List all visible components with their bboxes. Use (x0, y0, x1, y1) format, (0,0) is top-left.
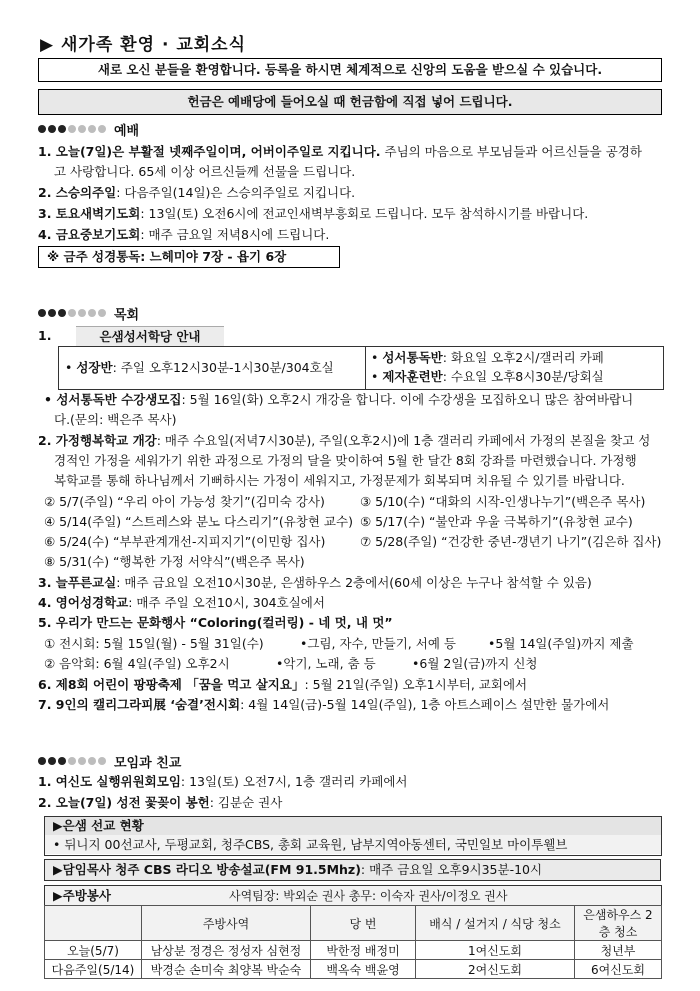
welcome-banner (38, 58, 662, 82)
school-classes-box (58, 346, 664, 390)
item-text: : 매주 수요일(저녁7시30분), 주일(오후2시)에 1층 갤러리 카페에서 가정의 본질을 찾고 성 (156, 433, 651, 448)
table-cell: 6여신도회 (575, 960, 662, 979)
class-label: 제자훈련반 (382, 369, 443, 384)
item-label: 7. 9인의 캘리그라피展 ‘숨결’전시회 (38, 697, 241, 712)
table-cell: 박경순 손미숙 최양복 박순숙 (142, 960, 311, 979)
class-text: : 화요일 오후2시/갤러리 카페 (442, 350, 604, 365)
session-5: ⑤ 5/17(수) “불안과 우울 극복하기”(유창현 교수) (360, 514, 633, 529)
fellowship-item-1 (38, 772, 408, 792)
table-row (45, 960, 662, 979)
table-cell: 다음주일(5/14) (45, 960, 142, 979)
fellowship-item-2 (38, 793, 282, 813)
bible-reading-box (38, 246, 340, 268)
table-cell: 오늘(5/7) (45, 941, 142, 960)
exhibit-kinds: •그림, 자수, 만들기, 서예 등 (300, 636, 456, 651)
mokhoe-item-5: 5. 우리가 만드는 문화행사 “Coloring(컬러링) - 네 멋, 내 멋” (38, 615, 393, 630)
mission-list: • 뒤니지 00선교사, 두평교회, 청주CBS, 총회 교육원, 남부지역아동센터, 국민일보 마이투웰브 (45, 835, 661, 854)
mokhoe-item-3 (38, 573, 592, 593)
worship-item-3 (38, 204, 588, 224)
concert-line: ② 음악회: 6월 4일(주일) 오후2시 (44, 656, 230, 671)
item-text: 주님의 마음으로 부모님들과 어르신들을 공경하 (380, 144, 642, 159)
session-3: ③ 5/10(수) “대화의 시작-인생나누기”(백은주 목사) (360, 494, 646, 509)
radio-label: ▶담임목사 청주 CBS 라디오 방송설교(FM 91.5Mhz) (53, 862, 361, 877)
table-cell: 박한정 배정미 (311, 941, 416, 960)
welcome-text: 새로 오신 분들을 환영합니다. 등록을 하시면 체계적으로 신앙의 도움을 받으실 수 있습니다. (97, 62, 603, 77)
table-cell: 남상분 정경은 정성자 심현정 (142, 941, 311, 960)
radio-text: : 매주 금요일 오후9시35분-10시 (360, 862, 543, 877)
item-text: : 매주 금요일 저녁8시에 드립니다. (140, 227, 330, 242)
item-text: : 4월 14일(금)-5월 14일(주일), 1층 아트스페이스 설만한 물가에서 (240, 697, 610, 712)
mission-box (44, 816, 662, 856)
mokhoe-item-1-number: 1. (38, 328, 52, 343)
service-staff: 사역팀장: 박외순 권사 총무: 이숙자 권사/이정오 권사 (229, 889, 508, 903)
exhibit-line: ① 전시회: 5월 15일(월) - 5월 31일(수) (44, 636, 264, 651)
table-header-cell: 배식 / 설거지 / 식당 청소 (416, 906, 575, 941)
item-text: : 13일(토) 오전7시, 1층 갤러리 카페에서 (180, 774, 408, 789)
service-title: ▶주방봉사 (53, 888, 111, 903)
worship-item-4 (38, 225, 329, 245)
dots-icon (38, 122, 108, 137)
item-label: 2. 가정행복학교 개강 (38, 433, 157, 448)
session-4: ④ 5/14(주일) “스트레스와 분노 다스리기”(유창현 교수) (44, 514, 353, 529)
concert-deadline: •6월 2일(금)까지 신청 (412, 656, 538, 671)
item-text: : 매주 금요일 오전10시30분, 은샘하우스 2층에서(60세 이상은 누구나 참석할 수 있음) (116, 575, 592, 590)
recruit-line (44, 390, 633, 410)
table-cell: 백옥숙 백윤영 (311, 960, 416, 979)
item-label: 4. 영어성경학교 (38, 595, 129, 610)
offering-banner (38, 89, 662, 115)
table-header-cell: 주방사역 (142, 906, 311, 941)
worship-item-2 (38, 183, 355, 203)
dots-icon (38, 306, 108, 321)
mission-title: ▶은샘 선교 현황 (45, 817, 661, 835)
item-label: 1. 여신도 실행위원회모임 (38, 774, 181, 789)
section-worship-heading (38, 120, 139, 139)
class-text: : 수요일 오후8시30분/당회실 (442, 369, 604, 384)
item-label: 4. 금요중보기도회 (38, 227, 141, 242)
section-title: 예배 (114, 124, 140, 139)
class-disciple: • 제자훈련반: 수요일 오후8시30분/당회실 (371, 369, 604, 384)
class-label: 성서통독반 (382, 350, 443, 365)
item-text: : 매주 주일 오전10시, 304호실에서 (128, 595, 325, 610)
table-row (45, 941, 662, 960)
kitchen-service-table (44, 905, 662, 979)
mokhoe-item-4 (38, 593, 325, 613)
page-title: ▶ 새가족 환영 · 교회소식 (40, 35, 247, 55)
section-title: 모임과 친교 (114, 756, 182, 771)
table-header-row (45, 906, 662, 941)
school-title: 은샘성서학당 안내 (99, 329, 201, 344)
session-8: ⑧ 5/31(수) “행복한 가정 서약식”(백은주 목사) (44, 554, 305, 569)
school-title-tab (76, 326, 224, 347)
mokhoe-item-7 (38, 695, 609, 715)
item-text: : 5월 16일(화) 오후2시 개강을 합니다. 이에 수강생을 모집하오니 많은 참여바랍니 (181, 392, 634, 407)
section-title: 목회 (114, 308, 140, 323)
family-school-line-1 (38, 431, 650, 451)
session-6: ⑥ 5/24(수) “부부관계개선-지피지기”(이민항 집사) (44, 534, 326, 549)
worship-item-1-cont: 고 사랑합니다. 65세 이상 어르신들께 선물을 드립니다. (54, 164, 356, 179)
bible-reading-text: ※ 금주 성경통독: 느헤미야 7장 - 욥기 6장 (47, 249, 287, 264)
class-reading: • 성서통독반: 화요일 오후2시/갤러리 카페 (371, 350, 604, 365)
exhibit-deadline: •5월 14일(주일)까지 제출 (488, 636, 634, 651)
offering-text: 헌금은 예배당에 들어오실 때 헌금함에 직접 넣어 드립니다. (187, 94, 513, 109)
item-label: 2. 오늘(7일) 성전 꽃꽂이 봉헌 (38, 795, 210, 810)
concert-kinds: •악기, 노래, 춤 등 (276, 656, 376, 671)
table-cell: 2여신도회 (416, 960, 575, 979)
radio-sermon-bar (44, 859, 661, 881)
mokhoe-item-6 (38, 675, 527, 695)
class-label: 성장반 (76, 360, 113, 375)
class-text: : 주일 오후12시30분-1시30분/304호실 (112, 360, 334, 375)
recruit-line-cont: 다.(문의: 백은주 목사) (54, 412, 177, 427)
section-mokhoe-heading (38, 304, 139, 323)
class-growth: • 성장반: 주일 오후12시30분-1시30분/304호실 (65, 360, 334, 375)
item-label: • 성서통독반 수강생모집 (44, 392, 182, 407)
item-text: : 김분순 권사 (209, 795, 283, 810)
item-label: 2. 스승의주일 (38, 185, 117, 200)
item-text: : 5월 21일(주일) 오후1시부터, 교회에서 (304, 677, 528, 692)
item-text: : 13일(토) 오전6시에 전교인새벽부흥회로 드립니다. 모두 참석하시기를 바랍니다. (140, 206, 589, 221)
table-header-cell: 당 번 (311, 906, 416, 941)
kitchen-service-header (44, 885, 662, 907)
table-header-cell: 은샘하우스 2층 청소 (575, 906, 662, 941)
worship-item-1 (38, 142, 642, 162)
table-cell: 청년부 (575, 941, 662, 960)
item-label: 6. 제8회 어린이 팡팡축제 「꿈을 먹고 살지요」 (38, 677, 305, 692)
session-7: ⑦ 5/28(주일) “건강한 중년-갱년기 나기”(김은하 집사) (360, 534, 662, 549)
family-school-line-2: 경적인 가정을 세워가기 위한 과정으로 가정의 달을 맞이하여 5월 한 달간 8회 강좌를 마련했습니다. 가정행 (54, 453, 637, 468)
item-label: 3. 토요새벽기도회 (38, 206, 141, 221)
family-school-line-3: 복학교를 통해 하나님께서 기뻐하시는 가정이 세워지고, 가정문제가 회복되며 치유될 수 있기를 바랍니다. (54, 473, 625, 488)
item-label: 1. 오늘(7일)은 부활절 넷째주일이며, 어버이주일로 지킵니다. (38, 144, 381, 159)
dots-icon (38, 754, 108, 769)
section-fellowship-heading (38, 752, 181, 771)
item-text: : 다음주일(14일)은 스승의주일로 지킵니다. (116, 185, 356, 200)
session-2: ② 5/7(주일) “우리 아이 가능성 찾기”(김미숙 강사) (44, 494, 325, 509)
item-label: 3. 늘푸른교실 (38, 575, 117, 590)
table-header-cell (45, 906, 142, 941)
table-cell: 1여신도회 (416, 941, 575, 960)
